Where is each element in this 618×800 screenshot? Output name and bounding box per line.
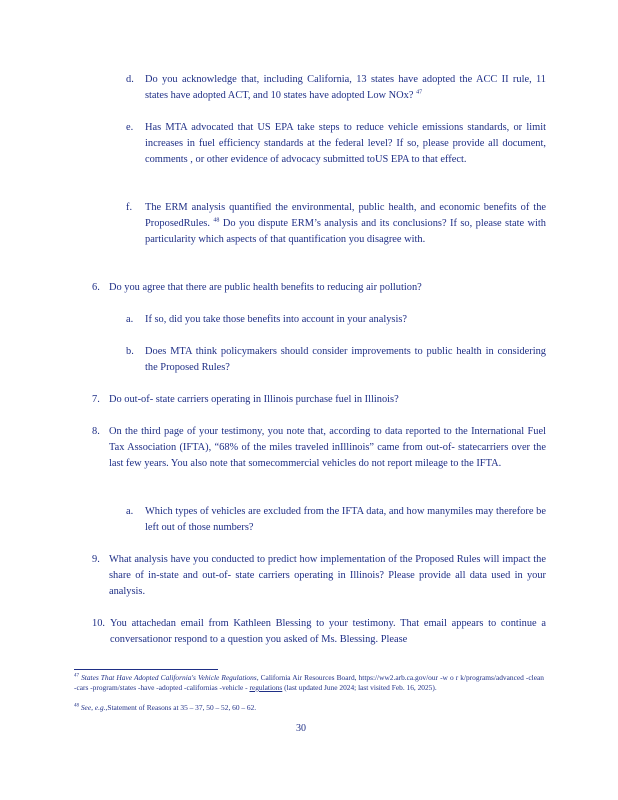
item-label: f. — [126, 202, 133, 213]
item-label: 10. — [92, 618, 105, 629]
question-6f — [126, 200, 546, 248]
footnote-see: See, e.g. — [80, 703, 106, 712]
question-9 — [92, 552, 546, 600]
item-label: a. — [126, 506, 134, 517]
question-text-a: The ERM analysis quantified the environmental, public health, and economic benefits of the ProposedRules. — [145, 202, 546, 229]
item-label: e. — [126, 122, 134, 133]
footnote-number: 47 — [74, 673, 79, 679]
item-label: b. — [126, 346, 134, 357]
question-6d — [126, 72, 546, 104]
page-number: 30 — [296, 723, 306, 734]
question-6a — [126, 312, 546, 328]
question-7 — [92, 392, 546, 408]
question-text: Has MTA advocated that US EPA take steps to reduce vehicle emissions standards, or limit increases in fuel efficiency standards at the federal level? If so, please provide all document, comments , or other evidence of advocacy submitted toUS EPA to that effect. — [145, 122, 546, 165]
footnote-divider — [74, 669, 218, 670]
item-label: d. — [126, 74, 134, 85]
question-text: You attachedan email from Kathleen Blessing to your testimony. That email appears to continue a conversationor respond to a question you asked of Ms. Blessing. Please — [110, 618, 546, 645]
footnote-url: https://ww2.arb.ca.gov/our -w o r k/programs/advanced -clean -cars -program/states -have -adopted -californias -vehicle - — [74, 673, 544, 692]
question-text: On the third page of your testimony, you note that, according to data reported to the International Fuel Tax Association (IFTA), “68% of the miles traveled inIllinois” came from out-of- statecarriers over the last few years. You also note that somecommercial vehicles do not report mileage to the IFTA. — [109, 426, 546, 469]
question-8a — [126, 504, 546, 536]
question-text: Does MTA think policymakers should consider improvements to public health in considering the Proposed Rules? — [145, 346, 546, 373]
footnote-link[interactable]: regulations — [249, 683, 283, 692]
question-text: If so, did you take those benefits into account in your analysis? — [145, 314, 408, 325]
question-text: Do out-of- state carriers operating in Illinois purchase fuel in Illinois? — [109, 394, 399, 405]
question-10 — [92, 616, 546, 648]
footnote-48 — [74, 703, 544, 713]
question-text: What analysis have you conducted to predict how implementation of the Proposed Rules will impact the share of in-state and out-of- state carriers operating in Illinois? Please provide all data used in your analysis. — [109, 554, 546, 597]
item-label: 8. — [92, 426, 100, 437]
question-8 — [92, 424, 546, 472]
item-label: 6. — [92, 282, 100, 293]
item-label: a. — [126, 314, 134, 325]
footnote-text: ,Statement of Reasons at 35 – 37, 50 – 52, 60 – 62. — [105, 703, 257, 712]
question-text: Do you agree that there are public health benefits to reducing air pollution? — [109, 282, 422, 293]
footnote-47 — [74, 673, 544, 693]
question-6b — [126, 344, 546, 376]
footnote-ref-47[interactable]: 47 — [416, 89, 423, 96]
item-label: 9. — [92, 554, 100, 565]
question-text: Which types of vehicles are excluded from the IFTA data, and how manymiles may therefore be left out of those numbers? — [145, 506, 546, 533]
question-6e — [126, 120, 546, 168]
footnote-source: , California Air Resources Board, — [256, 673, 357, 682]
item-label: 7. — [92, 394, 100, 405]
question-text: Do you acknowledge that, including California, 13 states have adopted the ACC II rule, 11 states have adopted ACT, and 10 states have adopted Low NOx? — [145, 74, 546, 101]
question-6 — [92, 280, 546, 296]
footnote-title: States That Have Adopted California's Vehicle Regulations — [81, 673, 257, 682]
footnote-tail: (last updated June 2024; last visited Feb. 16, 2025). — [284, 683, 437, 692]
question-text-b: Do you dispute ERM’s analysis and its conclusions? If so, please state with particularity which aspects of that quantification you disagree with. — [145, 218, 546, 245]
footnote-ref-48[interactable]: 48 — [213, 217, 220, 224]
footnote-number: 48 — [74, 703, 79, 709]
